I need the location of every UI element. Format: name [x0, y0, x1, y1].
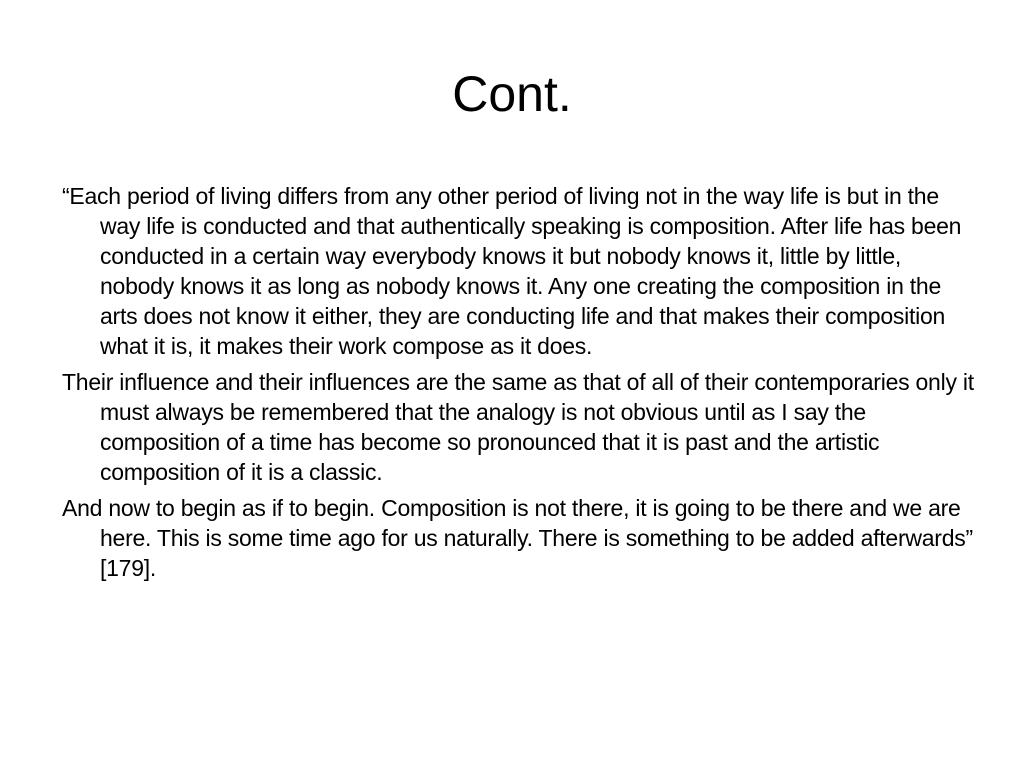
- slide-title: Cont.: [452, 66, 572, 122]
- quote-paragraph-2: Their influence and their influences are the same as that of all of their contemporaries only it must always be remembered that the analogy is not obvious until as I say the composition of a time has become so pronounced that it is past and the artistic composition of it is a classic.: [62, 369, 974, 485]
- slide-body: [62, 181, 974, 589]
- quote-paragraph-1: “Each period of living differs from any other period of living not in the way life is but in the way life is conducted and that authentically speaking is composition. After life has been conducted in a certain way everybody knows it but nobody knows it, little by little, nobody knows it as long as nobody knows it. Any one creating the composition in the arts does not know it either, they are conducting life and that makes their composition what it is, it makes their work compose as it does.: [62, 183, 962, 359]
- quote-paragraph-3: And now to begin as if to begin. Composition is not there, it is going to be there and we are here. This is some time ago for us naturally. There is something to be added afterwards” [179].: [62, 495, 973, 581]
